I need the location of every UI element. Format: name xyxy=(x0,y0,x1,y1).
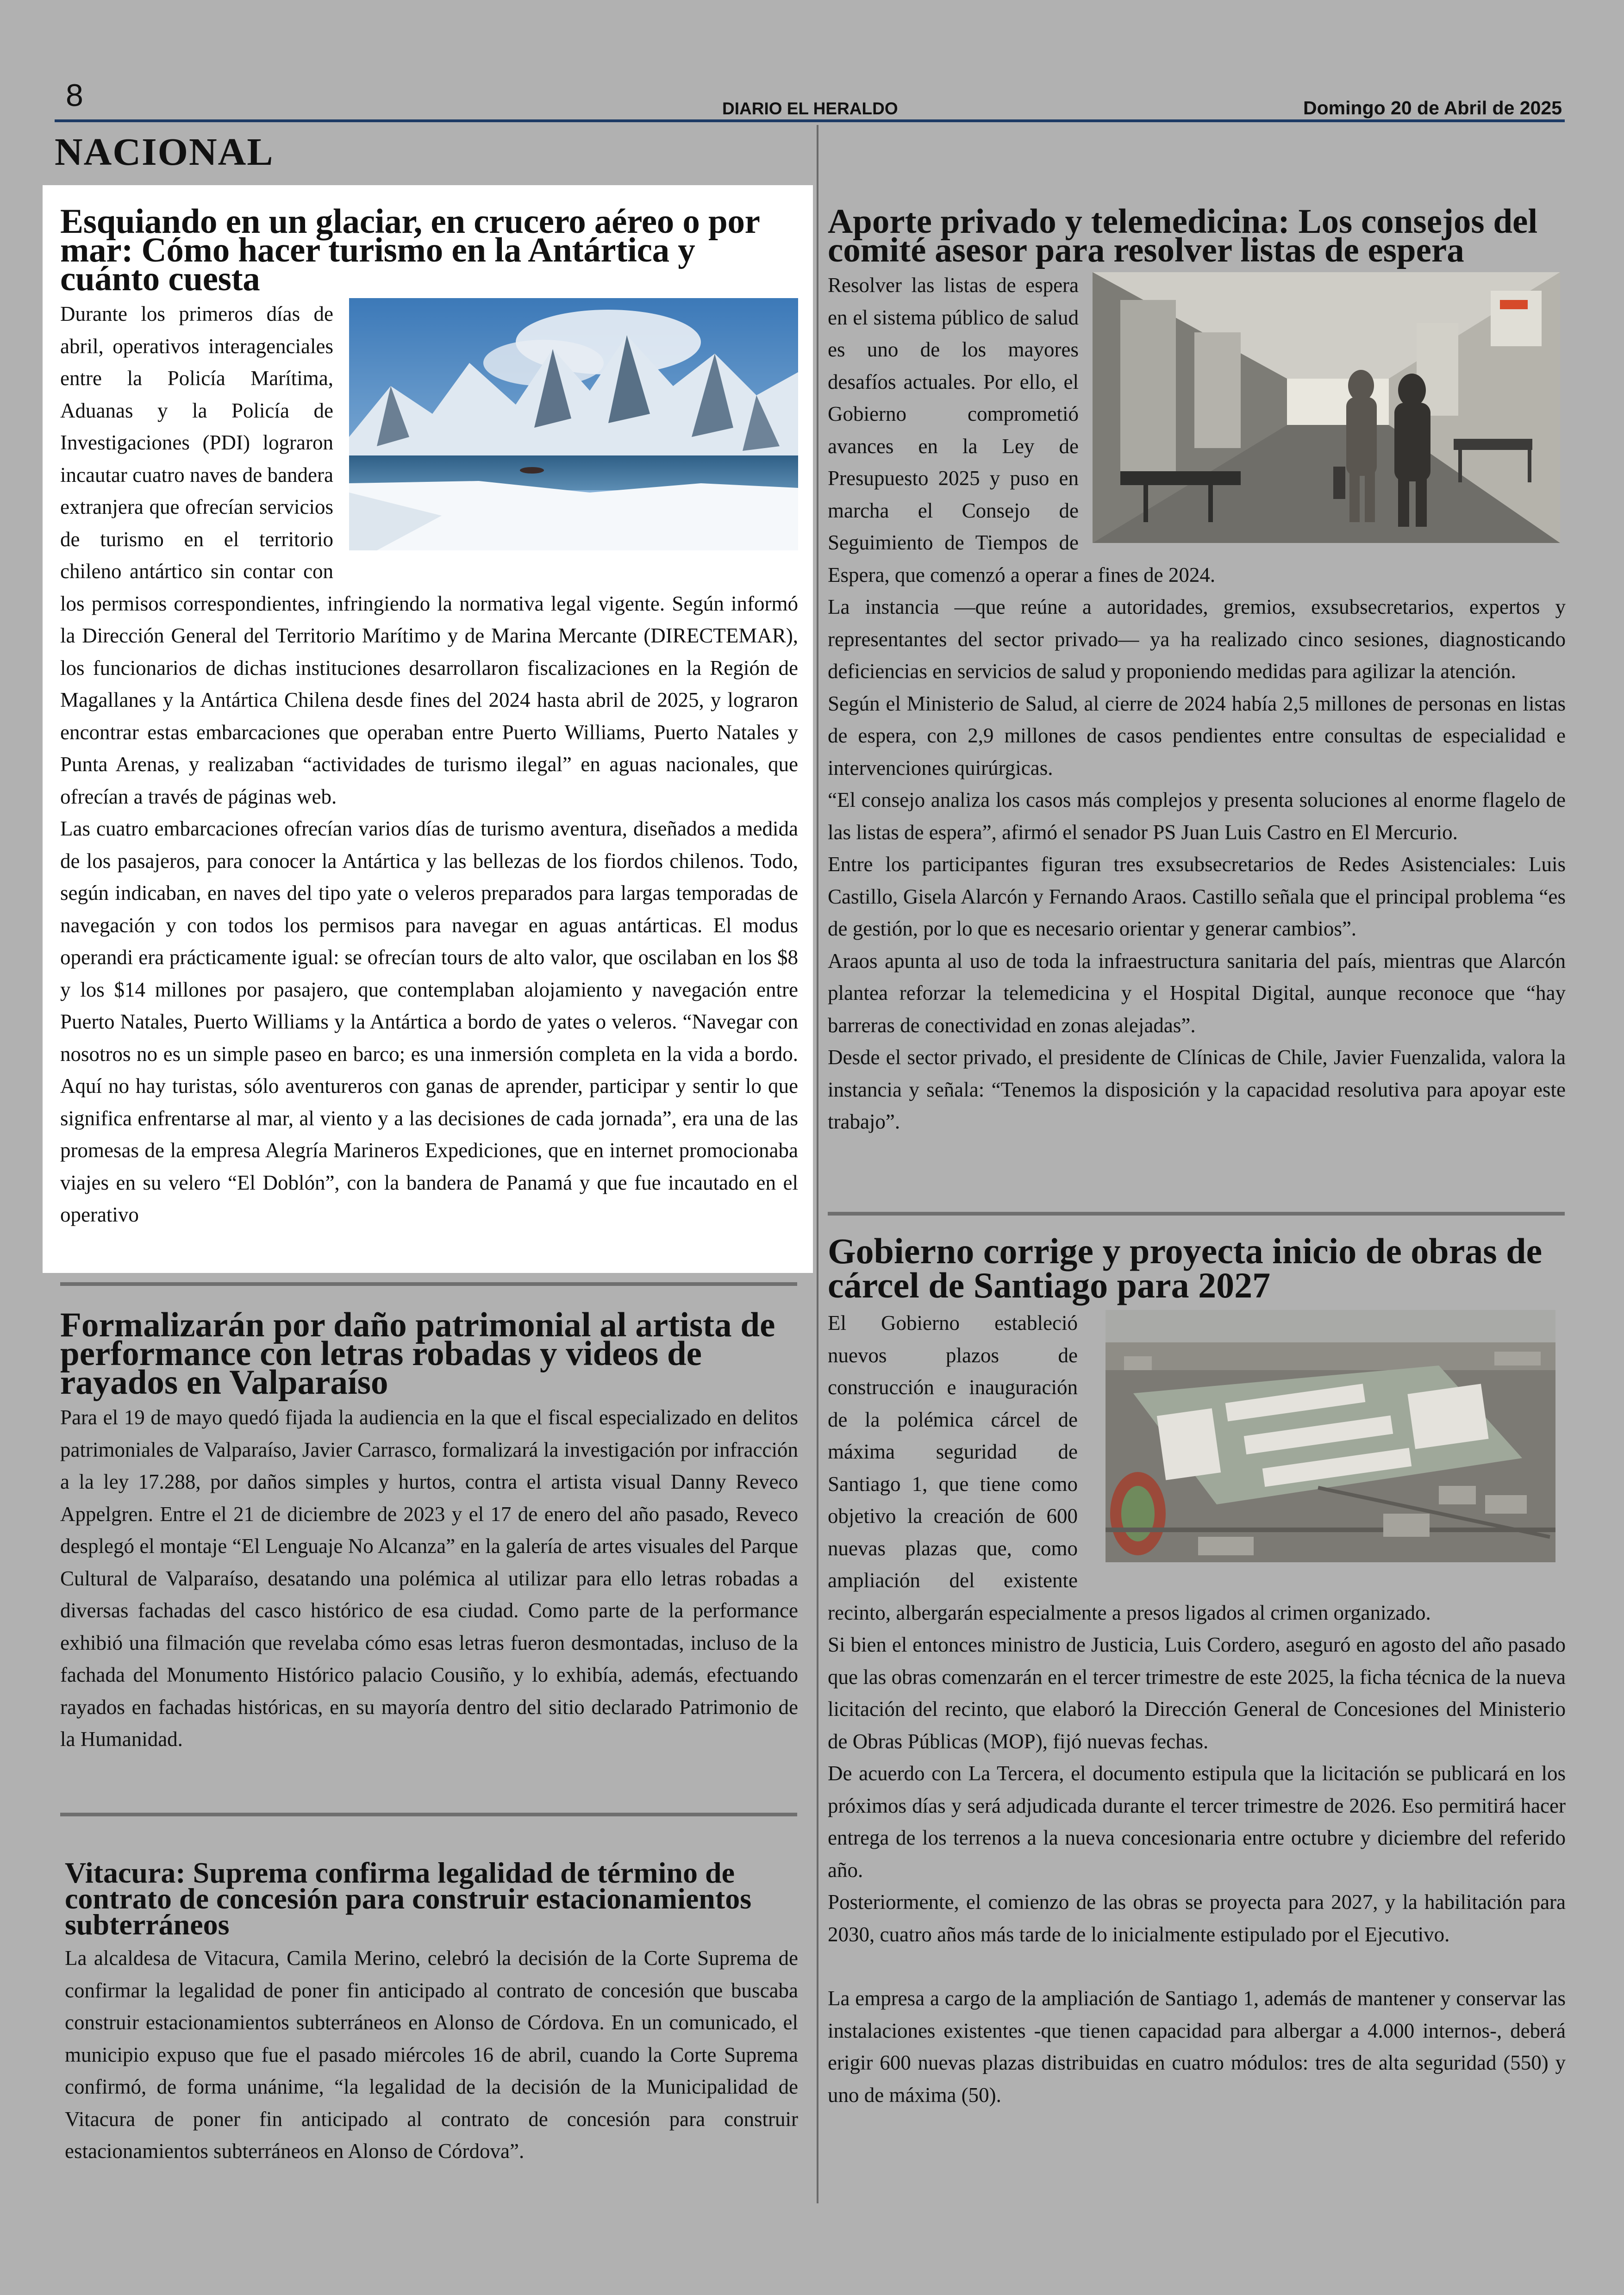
page-number: 8 xyxy=(66,78,83,113)
article-paragraph: Entre los participantes figuran tres exsubsecretarios de Redes Asistenciales: Luis Castillo, Gisela Alarcón y Fernando Araos. Castillo señala que el principal problema “es de gestión, por lo que es necesario orientar y generar cambios”. xyxy=(828,853,1566,940)
issue-date: Domingo 20 de Abril de 2025 xyxy=(1303,97,1562,118)
hospital-corridor-photo xyxy=(1093,272,1560,543)
article-separator xyxy=(60,1813,797,1816)
article-carcel xyxy=(828,1231,1566,2111)
article-antartica xyxy=(60,202,798,1231)
article-separator xyxy=(828,1212,1565,1216)
article-paragraph: La alcaldesa de Vitacura, Camila Merino, celebró la decisión de la Corte Suprema de confirmar la legalidad de poner fin anticipado al contrato de concesión que buscaba construir estacionamientos subterráneos en Alonso de Córdova. En un comunicado, el municipio expuso que fue el pasado miércoles 16 de abril, cuando la Corte Suprema confirmó, de forma unánime, “la legalidad de la decisión de la Municipalidad de Vitacura de poner fin anticipado al contrato de concesión para construir estacionamientos subterráneos en Alonso de Córdova”. xyxy=(65,1946,798,2163)
column-divider xyxy=(817,125,818,2203)
article-paragraph: Para el 19 de mayo quedó fijada la audiencia en la que el fiscal especializado en delitos patrimoniales de Valparaíso, Javier Carrasco, formalizará la investigación por infracción a la ley 17.288, por daños simples y hurtos, contra el artista visual Danny Reveco Appelgren. Entre el 21 de diciembre de 2023 y el 17 de enero del año pasado, Reveco desplegó el montaje “El Lenguaje No Alcanza” en la galería de artes visuales del Parque Cultural de Valparaíso, desatando una polémica al utilizar para ello letras robadas a diversas fachadas del casco histórico de esa ciudad. Como parte de la performance exhibió una filmación que revelaba cómo esas letras fueron desmontadas, incluso de la fachada del Monumento Histórico palacio Cousiño, y lo exhibía, además, efectuando rayados en fachadas históricas, en su mayoría dentro del sitio declarado Patrimonio de la Humanidad. xyxy=(60,1406,798,1751)
article-paragraph: “El consejo analiza los casos más complejos y presenta soluciones al enorme flagelo de las listas de espera”, afirmó el senador PS Juan Luis Castro en El Mercurio. xyxy=(828,788,1566,844)
article-headline: Aporte privado y telemedicina: Los consejos del comité asesor para resolver listas de espera xyxy=(828,202,1538,269)
article-body xyxy=(828,269,1566,1138)
article-paragraph: El Gobierno estableció nuevos plazos de construcción e inauguración de la polémica cárcel de máxima seguridad de Santiago 1, que tiene como objetivo la creación de 600 nuevas plazas que, como ampliación del existente recinto, albergarán especialmente a presos ligados al crimen organizado. xyxy=(828,1311,1431,1624)
article-body xyxy=(65,1942,798,2168)
article-paragraph: La instancia —que reúne a autoridades, gremios, exsubsecretarios, expertos y representantes del sector privado— ya ha realizado cinco sesiones, diagnosticando deficiencias en servicios de salud y proponiendo medidas para agilizar la atención. xyxy=(828,595,1566,683)
article-separator xyxy=(60,1282,797,1286)
article-paragraph: Según el Ministerio de Salud, al cierre de 2024 había 2,5 millones de personas en listas de espera, con 2,9 millones de casos pendientes entre consultas de especialidad e intervenciones quirúrgicas. xyxy=(828,692,1566,780)
article-body xyxy=(828,1307,1566,2111)
article-paragraph: Araos apunta al uso de toda la infraestructura sanitaria del país, mientras que Alarcón plantea reforzar la telemedicina y el Hospital Digital, aunque reconoce que “hay barreras de conectividad en zonas alejadas”. xyxy=(828,949,1566,1037)
prison-aerial-photo xyxy=(1106,1310,1555,1562)
article-paragraph: Las cuatro embarcaciones ofrecían varios días de turismo aventura, diseñados a medida de los pasajeros, para conocer la Antártica y las bellezas de los fiordos chilenos. Todo, según indicaban, en naves del tipo yate o veleros preparados para largas temporadas de navegación y con todos los permisos para navegar en aguas antárticas. El modus operandi era prácticamente igual: se ofrecían tours de alto valor, que oscilaban en los $8 y los $14 millones por pasajero, que contemplaban alojamiento y navegación entre Puerto Natales, Puerto Williams y la Antártica a bordo de yates o veleros. “Navegar con nosotros no es un simple paseo en barco; es una inmersión completa en la vida a bordo. Aquí no hay turistas, sólo aventureros con ganas de aprender, participar y sentir lo que significa enfrentarse al mar, al viento y a las decisiones de cada jornada”, era una de las promesas de la empresa Alegría Marineros Expediciones, que en internet promocionaba viajes en su velero “El Doblón”, con la bandera de Panamá y que fue incautado en el operativo xyxy=(60,817,798,1226)
header-rule xyxy=(55,119,1565,122)
section-title: NACIONAL xyxy=(55,131,274,174)
article-vitacura xyxy=(65,1856,798,2168)
article-headline: Formalizarán por daño patrimonial al artista de performance con letras robadas y videos de rayados en Valparaíso xyxy=(60,1306,775,1402)
article-paragraph: Resolver las listas de espera en el sistema público de salud es uno de los mayores desafíos actuales. Por ello, el Gobierno comprometió avances en la Ley de Presupuesto 2025 y puso en marcha el Consejo de Seguimiento de Tiempos de Espera, que comenzó a operar a fines de 2024. xyxy=(828,274,1216,586)
article-paragraph: De acuerdo con La Tercera, el documento estipula que la licitación se publicará en los próximos días y será adjudicada durante el tercer trimestre de 2026. Eso permitirá hacer entrega de los terrenos a la nueva concesionaria entre octubre y diciembre del referido año. xyxy=(828,1762,1566,1882)
article-paragraph: Desde el sector privado, el presidente de Clínicas de Chile, Javier Fuenzalida, valora la instancia y señala: “Tenemos la disposición y la capacidad resolutiva para apoyar este trabajo”. xyxy=(828,1046,1566,1133)
article-valparaiso xyxy=(60,1306,798,1756)
article-body xyxy=(60,298,798,1231)
article-headline: Gobierno corrige y proyecta inicio de obras de cárcel de Santiago para 2027 xyxy=(828,1231,1543,1305)
article-telemedicina xyxy=(828,202,1566,1138)
article-paragraph: La empresa a cargo de la ampliación de Santiago 1, además de mantener y conservar las instalaciones existentes -que tienen capacidad para albergar a 4.000 internos-, deberá erigir 600 nuevas plazas distribuidas en cuatro módulos: tres de alta seguridad (550) y uno de máxima (50). xyxy=(828,1987,1566,2107)
article-headline: Vitacura: Suprema confirma legalidad de término de contrato de concesión para construir estacionamientos subterráneos xyxy=(65,1856,752,1941)
article-paragraph: Si bien el entonces ministro de Justicia, Luis Cordero, aseguró en agosto del año pasado que las obras comenzarán en el tercer trimestre de este 2025, la ficha técnica de la nueva licitación del recinto, que elaboró la Dirección General de Concesiones del Ministerio de Obras Públicas (MOP), fijó nuevas fechas. xyxy=(828,1633,1566,1753)
glacier-cruise-photo xyxy=(349,298,798,550)
article-paragraph: Posteriormente, el comienzo de las obras se proyecta para 2027, y la habilitación para 2030, cuatro años más tarde de lo inicialmente estipulado por el Ejecutivo. xyxy=(828,1890,1566,1946)
article-headline: Esquiando en un glaciar, en crucero aéreo o por mar: Cómo hacer turismo en la Antártica y cuánto cuesta xyxy=(60,202,760,298)
article-paragraph: Durante los primeros días de abril, operativos interagenciales entre la Policía Marítima, Aduanas y la Policía de Investigaciones (PDI) lograron incautar cuatro naves de bandera extranjera que ofrecían servicios de turismo en el territorio chileno antártico sin contar con los permisos correspondientes, infringiendo la normativa legal vigente. Según informó la Dirección General del Territorio Marítimo y de Marina Mercante (DIRECTEMAR), los funcionarios de dichas instituciones desarrollaron fiscalizaciones en la Región de Magallanes y la Antártica Chilena desde fines del 2024 hasta abril de 2025, y lograron encontrar estas embarcaciones que operaban entre Puerto Williams, Puerto Natales y Punta Arenas, y realizaban “actividades de turismo ilegal” en aguas nacionales, que ofrecían a través de páginas web. xyxy=(60,302,798,808)
newspaper-name: DIARIO EL HERALDO xyxy=(722,99,898,118)
article-body xyxy=(60,1402,798,1756)
